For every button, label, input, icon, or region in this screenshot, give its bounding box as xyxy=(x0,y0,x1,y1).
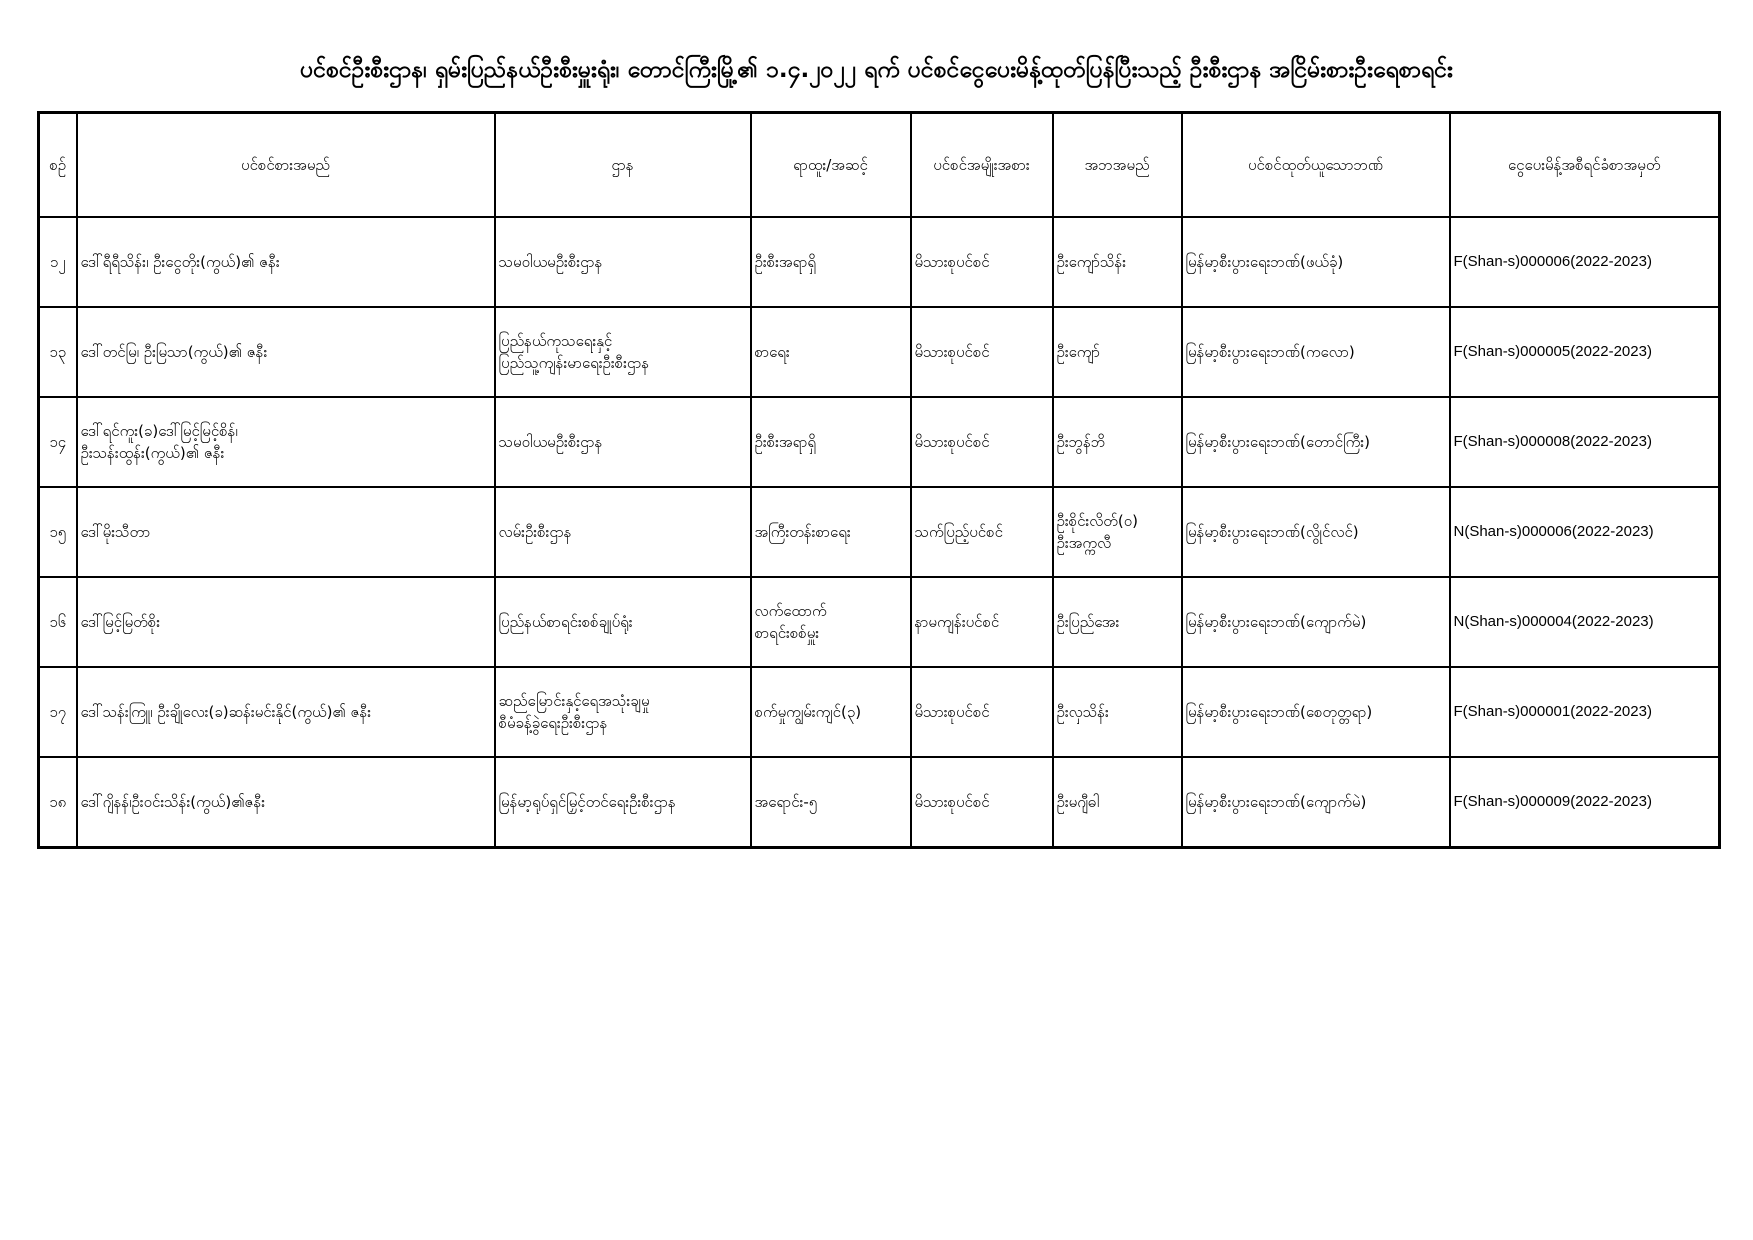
rank-line: အကြီးတန်းစာရေး xyxy=(754,523,851,541)
order-number-cell: F(Shan-s)000005(2022-2023) xyxy=(1450,307,1720,397)
serial-cell: ၁၈ xyxy=(39,757,77,848)
father-name-line: ဦးကျော်သိန်း xyxy=(1056,253,1127,271)
serial-cell: ၁၃ xyxy=(39,307,77,397)
table-row xyxy=(39,487,1720,577)
rank-cell xyxy=(751,577,911,667)
rank-cell xyxy=(751,667,911,757)
father-name-cell xyxy=(1053,667,1182,757)
pension-type-cell: မိသားစုပင်စင် xyxy=(911,307,1053,397)
father-name-cell xyxy=(1053,217,1182,307)
pensioner-name-line: ဒေါ်ရင်ကူး(ခ)ဒေါ်မြင့်မြင့်စိန်၊ xyxy=(80,422,238,440)
pension-type-cell: မိသားစုပင်စင် xyxy=(911,217,1053,307)
rank-line: လက်ထောက် xyxy=(754,602,827,620)
column-header-bank: ပင်စင်ထုတ်ယူသောဘဏ် xyxy=(1182,113,1450,218)
father-name-cell xyxy=(1053,307,1182,397)
department-cell xyxy=(495,577,751,667)
bank-cell: မြန်မာ့စီးပွားရေးဘဏ်(ဖယ်ခုံ) xyxy=(1182,217,1450,307)
department-cell xyxy=(495,397,751,487)
department-line: သမဝါယမဦးစီးဌာန xyxy=(498,433,603,451)
department-cell xyxy=(495,757,751,848)
father-name-line: ဦးစိုင်းလိတ်(ဝ) xyxy=(1056,512,1138,530)
rank-cell xyxy=(751,757,911,848)
serial-cell: ၁၅ xyxy=(39,487,77,577)
order-number-cell: F(Shan-s)000001(2022-2023) xyxy=(1450,667,1720,757)
pensioner-name-line: ဒေါ်ရီရီသိန်း၊ ဦးငွေတိုး(ကွယ်)၏ ဇနီး xyxy=(80,253,280,271)
pensioner-name-cell xyxy=(77,397,495,487)
father-name-line: ဦးဘွန်ဘိ xyxy=(1056,433,1106,451)
order-number-cell: N(Shan-s)000004(2022-2023) xyxy=(1450,577,1720,667)
department-line: မြန်မာ့ရုပ်ရှင်မြှင့်တင်ရေးဦးစီးဌာန xyxy=(498,793,676,811)
pensioner-name-cell xyxy=(77,307,495,397)
pensioner-name-cell xyxy=(77,757,495,848)
column-header-father-name: အဘအမည် xyxy=(1053,113,1182,218)
order-number-cell: F(Shan-s)000009(2022-2023) xyxy=(1450,757,1720,848)
bank-cell: မြန်မာ့စီးပွားရေးဘဏ်(တောင်ကြီး) xyxy=(1182,397,1450,487)
bank-cell: မြန်မာ့စီးပွားရေးဘဏ်(ကလော) xyxy=(1182,307,1450,397)
department-line: သမဝါယမဦးစီးဌာန xyxy=(498,253,603,271)
department-cell xyxy=(495,667,751,757)
serial-cell: ၁၄ xyxy=(39,397,77,487)
table-row xyxy=(39,217,1720,307)
rank-cell xyxy=(751,397,911,487)
father-name-cell xyxy=(1053,487,1182,577)
pensioner-name-line: ဦးသန်းထွန်း(ကွယ်)၏ ဇနီး xyxy=(80,444,225,462)
table-row xyxy=(39,757,1720,848)
department-cell xyxy=(495,307,751,397)
pension-type-cell: သက်ပြည့်ပင်စင် xyxy=(911,487,1053,577)
father-name-line: ဦးလှသိန်း xyxy=(1056,703,1109,721)
table-row xyxy=(39,667,1720,757)
pension-type-cell: မိသားစုပင်စင် xyxy=(911,667,1053,757)
pensioner-table xyxy=(37,111,1721,849)
father-name-line: ဦးမဂျီဓါ xyxy=(1056,793,1100,811)
table-row xyxy=(39,307,1720,397)
serial-cell: ၁၂ xyxy=(39,217,77,307)
pension-type-cell: မိသားစုပင်စင် xyxy=(911,397,1053,487)
column-header-order-number: ငွေပေးမိန့်အစီရင်ခံစာအမှတ် xyxy=(1450,113,1720,218)
order-number-cell: F(Shan-s)000006(2022-2023) xyxy=(1450,217,1720,307)
department-cell xyxy=(495,487,751,577)
pensioner-name-cell xyxy=(77,217,495,307)
rank-line: စာရင်းစစ်မှူး xyxy=(754,624,820,642)
bank-cell: မြန်မာ့စီးပွားရေးဘဏ်(ကျောက်မဲ) xyxy=(1182,577,1450,667)
department-line: ပြည်နယ်ကုသရေးနှင့် xyxy=(498,332,613,350)
rank-line: စာရေး xyxy=(754,343,790,361)
table-header-row xyxy=(39,113,1720,218)
column-header-pension-type: ပင်စင်အမျိုးအစား xyxy=(911,113,1053,218)
department-line: ဆည်မြောင်းနှင့်ရေအသုံးချမှု xyxy=(498,692,650,710)
pensioner-name-line: ဒေါ်မိုးသီတာ xyxy=(80,523,151,541)
department-line: ပြည်သူ့ကျန်းမာရေးဦးစီးဌာန xyxy=(498,354,650,372)
rank-cell xyxy=(751,307,911,397)
father-name-cell xyxy=(1053,577,1182,667)
bank-cell: မြန်မာ့စီးပွားရေးဘဏ်(လွိုင်လင်) xyxy=(1182,487,1450,577)
rank-line: အရောင်း-၅ xyxy=(754,793,818,811)
pension-type-cell: မိသားစုပင်စင် xyxy=(911,757,1053,848)
rank-line: ဦးစီးအရာရှိ xyxy=(754,253,817,271)
father-name-line: ဦးပြည်အေး xyxy=(1056,613,1120,631)
pension-type-cell: နာမကျန်းပင်စင် xyxy=(911,577,1053,667)
pensioner-name-cell xyxy=(77,667,495,757)
father-name-line: ဦးအက္ကလီ xyxy=(1056,534,1112,552)
rank-line: ဦးစီးအရာရှိ xyxy=(754,433,817,451)
father-name-line: ဦးကျော် xyxy=(1056,343,1100,361)
column-header-serial: စဉ် xyxy=(39,113,77,218)
bank-cell: မြန်မာ့စီးပွားရေးဘဏ်(ကျောက်မဲ) xyxy=(1182,757,1450,848)
order-number-cell: N(Shan-s)000006(2022-2023) xyxy=(1450,487,1720,577)
pensioner-name-cell xyxy=(77,487,495,577)
rank-cell xyxy=(751,487,911,577)
pensioner-name-line: ဒေါ်တင်မြ၊ ဦးမြသာ(ကွယ်)၏ ဇနီး xyxy=(80,343,268,361)
pensioner-name-line: ဒေါ်ဂျိနန်၊ဦးဝင်းသိန်း(ကွယ်)၏ဇနီး xyxy=(80,793,266,811)
bank-cell: မြန်မာ့စီးပွားရေးဘဏ်(စေတုတ္တရာ) xyxy=(1182,667,1450,757)
pensioner-name-line: ဒေါ်သန်းကြူ၊ ဦးချိုလေး(ခ)ဆန်းမင်းနိုင်(ကွယ်)၏ ဇနီး xyxy=(80,703,372,721)
column-header-pensioner-name: ပင်စင်စားအမည် xyxy=(77,113,495,218)
father-name-cell xyxy=(1053,397,1182,487)
rank-line: စက်မှုကျွမ်းကျင်(၃) xyxy=(754,703,862,721)
rank-cell xyxy=(751,217,911,307)
pensioner-name-cell xyxy=(77,577,495,667)
document-title: ပင်စင်ဦးစီးဌာန၊ ရှမ်းပြည်နယ်ဦးစီးမှူးရုံး၊ တောင်ကြီးမြို့၏ ၁.၄.၂၀၂၂ ရက် ပင်စင်ငွေပေးမိန့်ထုတ်ပြန်ပြီးသည့် ဦးစီးဌာန အငြိမ်းစားဦးရေစာရင်း xyxy=(300,57,1453,83)
department-cell xyxy=(495,217,751,307)
father-name-cell xyxy=(1053,757,1182,848)
department-line: စီမံခန့်ခွဲရေးဦးစီးဌာန xyxy=(498,714,608,732)
column-header-department: ဌာန xyxy=(495,113,751,218)
serial-cell: ၁၆ xyxy=(39,577,77,667)
table-row xyxy=(39,397,1720,487)
department-line: လမ်းဦးစီးဌာန xyxy=(498,523,572,541)
department-line: ပြည်နယ်စာရင်းစစ်ချုပ်ရုံး xyxy=(498,613,633,631)
order-number-cell: F(Shan-s)000008(2022-2023) xyxy=(1450,397,1720,487)
pensioner-name-line: ဒေါ်မြင့်မြတ်စိုး xyxy=(80,613,160,631)
table-row xyxy=(39,577,1720,667)
column-header-rank: ရာထူး/အဆင့် xyxy=(751,113,911,218)
serial-cell: ၁၇ xyxy=(39,667,77,757)
